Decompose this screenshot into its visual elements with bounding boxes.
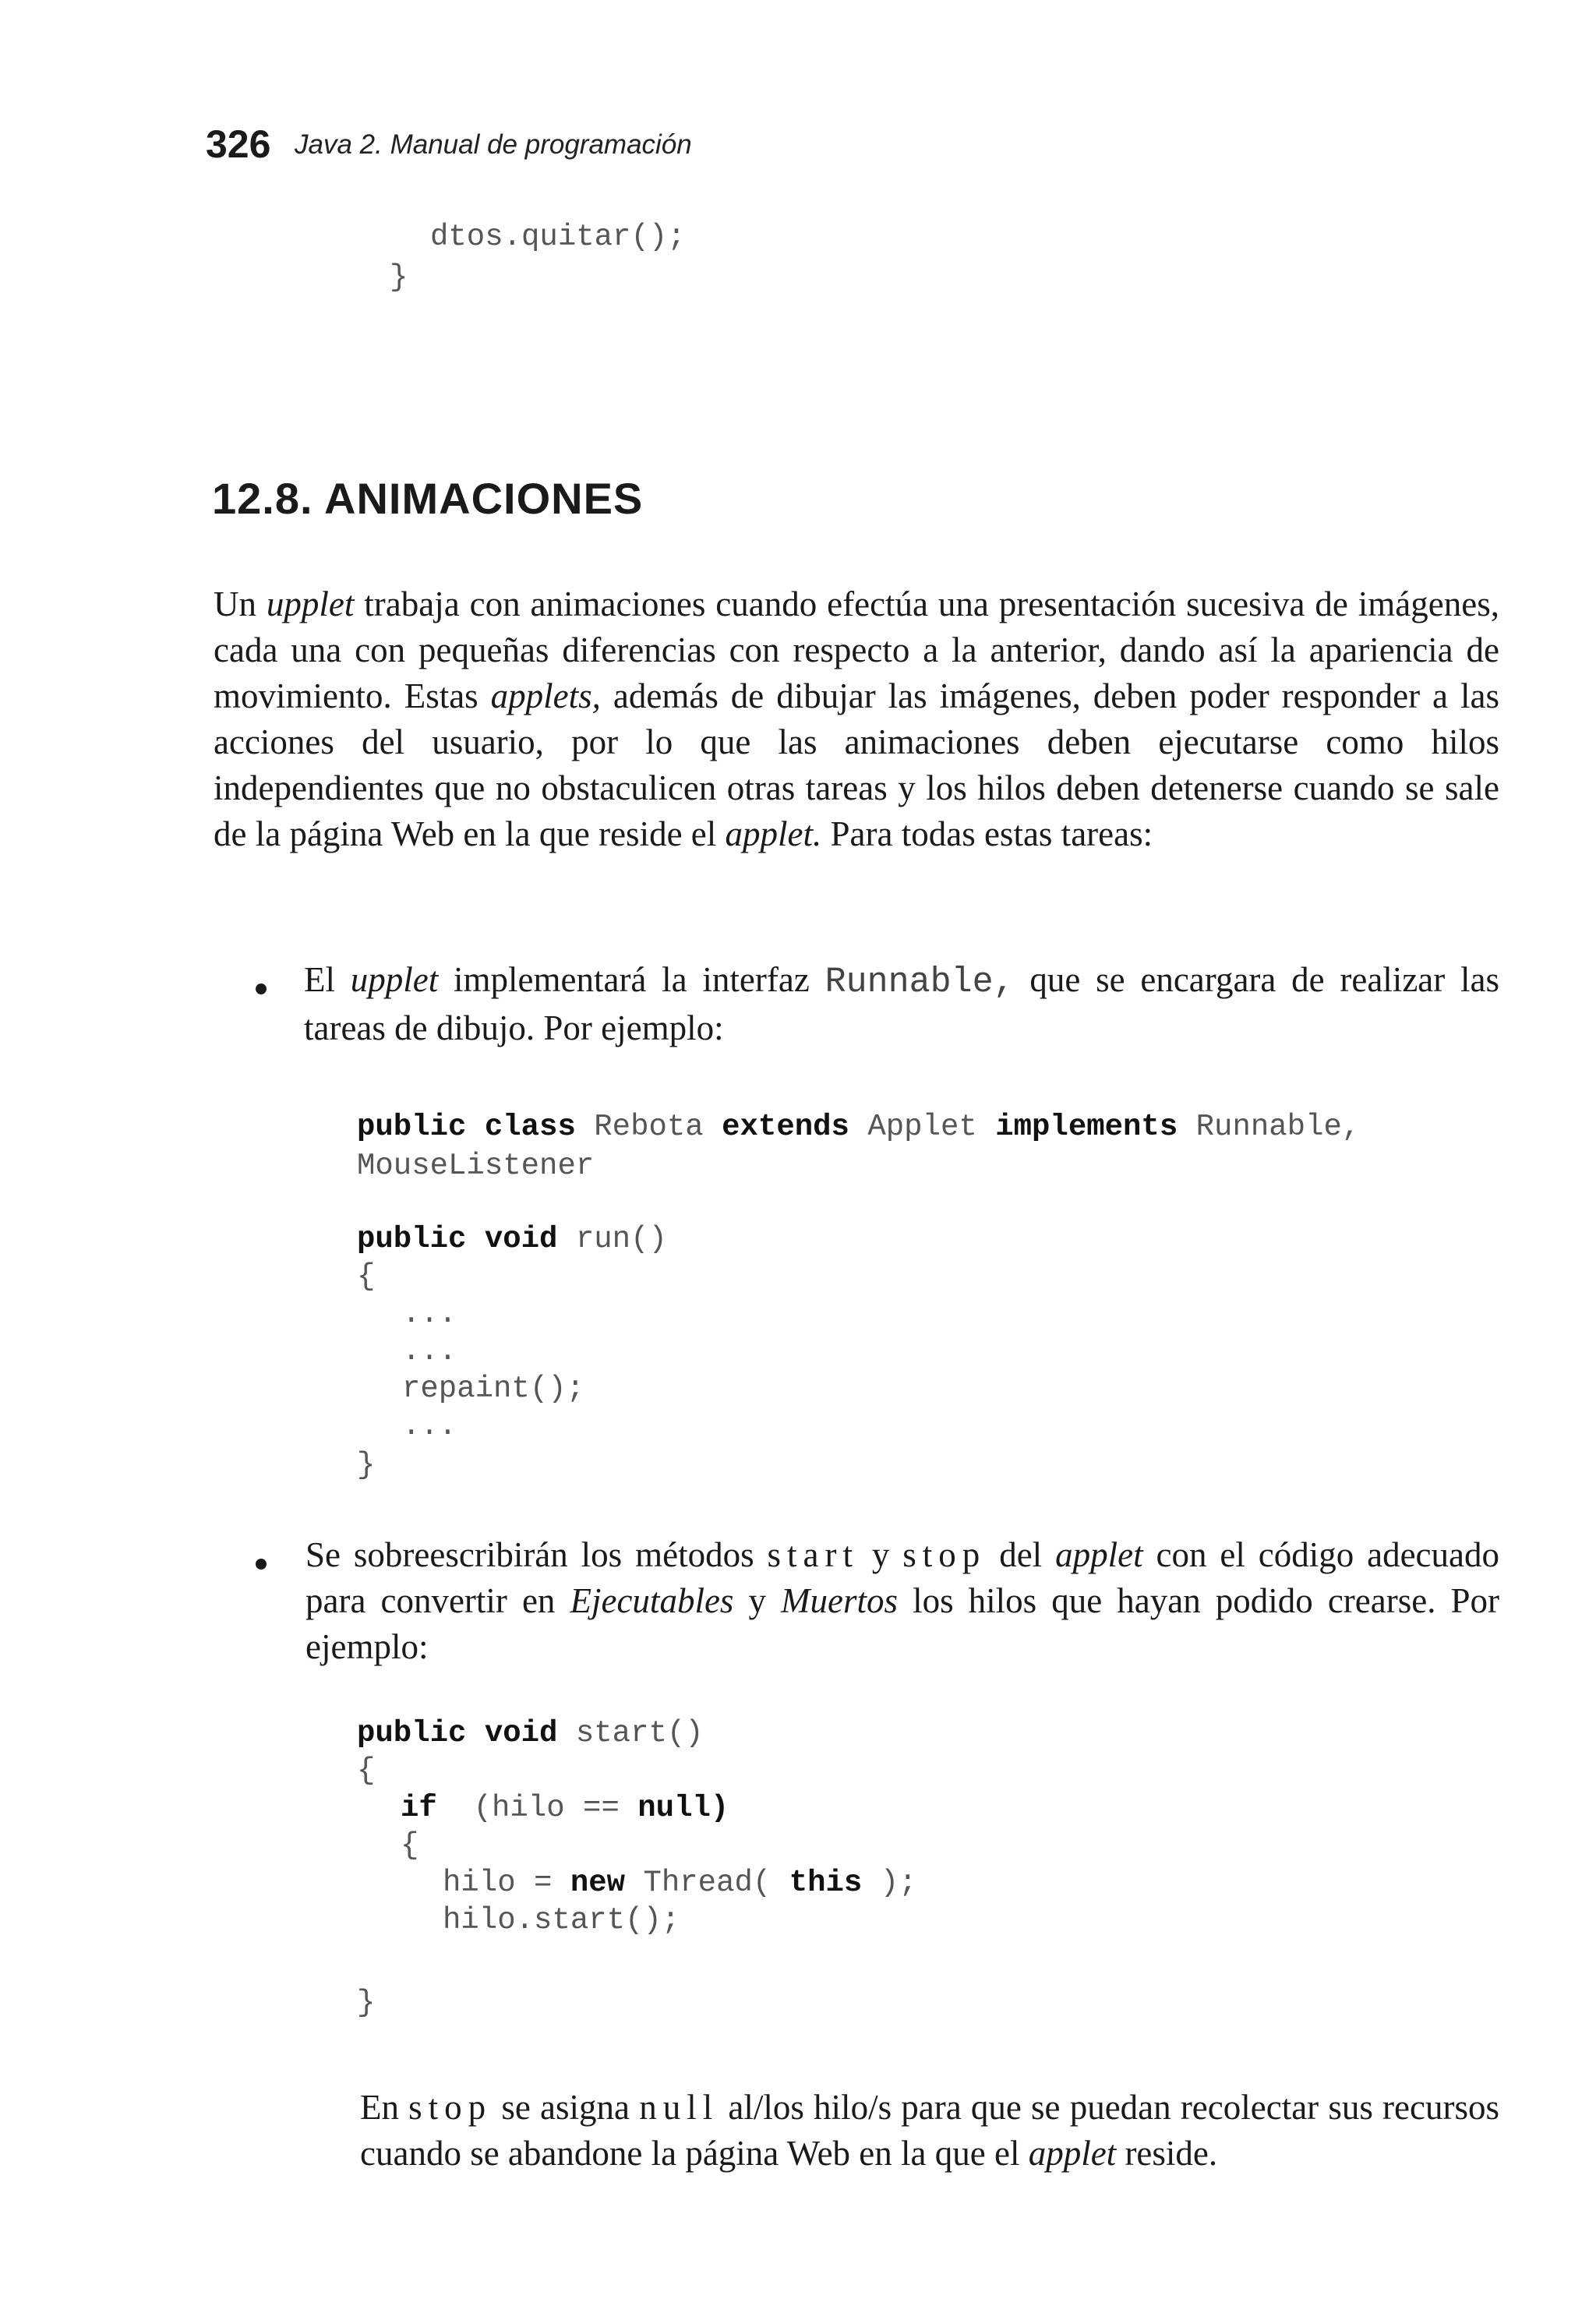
bullet2-text-3: del <box>986 1535 1056 1574</box>
code-line-quitar: dtos.quitar(); <box>430 220 686 254</box>
kw-void: void <box>484 1716 558 1750</box>
section-title: ANIMACIONES <box>324 474 644 523</box>
closing-word-stop: stop <box>408 2088 493 2127</box>
closing-paragraph <box>360 2085 1499 2177</box>
class-name: Rebota <box>594 1110 704 1144</box>
code-assign: hilo = <box>443 1866 553 1900</box>
code-end: ); <box>880 1866 917 1900</box>
code-thread: Thread( <box>643 1866 772 1900</box>
kw-public: public <box>357 1222 467 1256</box>
bullet2-text-2: y <box>858 1535 903 1574</box>
section-heading <box>212 473 643 524</box>
kw-void: void <box>484 1222 558 1256</box>
bullet-paragraph-start-stop <box>305 1532 1499 1670</box>
intro-paragraph <box>214 581 1499 857</box>
code-condition: (hilo == <box>473 1791 620 1825</box>
parent-class: Applet <box>867 1110 977 1144</box>
kw-this: this <box>789 1866 863 1900</box>
kw-implements: implements <box>995 1110 1178 1144</box>
code-class-declaration <box>357 1108 1360 1146</box>
bullet1-text-3: que se encargara de realizar las tareas de dibujo. Por ejemplo: <box>304 960 1499 1047</box>
kw-new: new <box>570 1866 626 1900</box>
intro-text-2: trabaja con animaciones cuando efectúa una presentación sucesiva de imágenes, cada una con pequeñas diferencias con respecto a la anterior, dando así la apariencia de movimiento. Estas <box>214 584 1499 715</box>
bullet1-italic-upplet: upplet <box>350 960 439 999</box>
section-number: 12.8. <box>212 474 313 523</box>
closing-italic-applet: applet <box>1028 2134 1117 2173</box>
intro-text-3: además de dibujar las imágenes, deben poder responder a las acciones del usuario, por lo que las animaciones deben ejecutarse como hilos independientes que no obstaculicen otras tareas y los hilos deben detenerse cuando se sale de la página Web en la que reside el <box>214 676 1499 853</box>
bullet1-text-1: El <box>304 960 351 999</box>
code-open-brace: { <box>357 1259 376 1294</box>
closing-text-4: reside. <box>1116 2134 1218 2173</box>
bullet-icon <box>256 983 267 994</box>
code-hilo-start: hilo.start(); <box>443 1903 680 1937</box>
bullet2-word-stop: stop <box>902 1535 987 1574</box>
bullet2-word-start: start <box>767 1535 859 1574</box>
bullet2-italic-muertos: Muertos <box>781 1581 899 1620</box>
bullet2-text-5: y <box>733 1581 782 1620</box>
closing-word-null: null <box>639 2088 719 2127</box>
code-if-statement <box>401 1789 729 1827</box>
kw-extends: extends <box>722 1110 849 1144</box>
code-line-close-brace: } <box>390 260 408 295</box>
closing-text-1: En <box>360 2088 409 2127</box>
code-close-brace: } <box>357 1448 376 1482</box>
bullet2-text-4: con el código adecuado para convertir en <box>305 1535 1499 1620</box>
bullet1-text-2: implementará la interfaz <box>438 960 825 999</box>
bullet1-code-runnable: Runnable, <box>824 962 1015 1002</box>
code-run-declaration <box>357 1220 667 1258</box>
running-title: Java 2. Manual de programación <box>295 129 692 160</box>
kw-class: class <box>484 1110 576 1144</box>
page-number: 326 <box>206 122 271 166</box>
intro-italic-applet: applet. <box>725 814 822 853</box>
bullet2-italic-applet: applet <box>1055 1535 1143 1574</box>
code-ellipsis: ... <box>402 1334 457 1368</box>
bullet2-italic-ejecutables: Ejecutables <box>570 1581 734 1620</box>
code-open-brace: { <box>357 1753 376 1788</box>
intro-italic-upplet: upplet <box>266 584 355 623</box>
code-repaint: repaint(); <box>402 1372 585 1406</box>
bullet-icon <box>256 1559 267 1570</box>
interface-runnable: Runnable, <box>1195 1110 1361 1144</box>
kw-public: public <box>357 1716 467 1750</box>
method-start: start() <box>575 1716 704 1750</box>
kw-null: null) <box>637 1791 729 1825</box>
intro-italic-applets: applets, <box>490 676 601 715</box>
code-new-thread <box>443 1864 917 1902</box>
kw-if: if <box>401 1791 437 1825</box>
code-start-declaration <box>357 1714 704 1752</box>
kw-public: public <box>357 1110 467 1144</box>
code-ellipsis: ... <box>402 1297 457 1331</box>
closing-text-2: se asigna <box>492 2088 640 2127</box>
code-interface-mouselistener: MouseListener <box>357 1149 595 1183</box>
bullet2-text-6: los hilos que hayan podido crearse. Por ejemplo: <box>305 1581 1500 1666</box>
code-ellipsis: ... <box>402 1409 457 1443</box>
bullet-paragraph-runnable <box>304 957 1499 1051</box>
bullet2-text-1: Se sobreescribirán los métodos <box>305 1535 768 1574</box>
intro-text-4: Para todas estas tareas: <box>821 814 1153 853</box>
code-open-brace-inner: { <box>401 1828 419 1863</box>
code-close-brace: } <box>357 1986 376 2020</box>
intro-text-1: Un <box>214 584 267 623</box>
method-run: run() <box>575 1222 667 1256</box>
closing-text-3: al/los hilo/s para que se puedan recolectar sus recursos cuando se abandone la página Web en la que el <box>360 2088 1499 2173</box>
